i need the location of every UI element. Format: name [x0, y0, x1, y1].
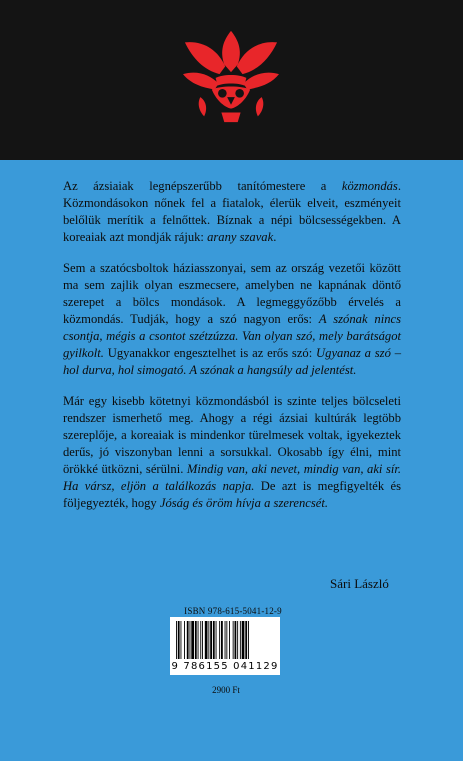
- barcode-bar: [205, 621, 208, 659]
- barcode-bar: [195, 621, 197, 659]
- barcode-bar: [210, 621, 212, 659]
- barcode-bar: [202, 621, 203, 659]
- barcode-bar: [178, 621, 180, 659]
- barcode-bar: [233, 621, 234, 659]
- blurb-text: [63, 178, 401, 526]
- barcode-bar: [181, 621, 182, 659]
- isbn-label: ISBN 978-615-5041-12-9: [184, 606, 282, 616]
- price: 2900 Ft: [212, 685, 240, 695]
- barcode-bar: [176, 621, 177, 659]
- barcode-bar: [248, 621, 249, 659]
- barcode-bar: [208, 621, 209, 659]
- barcode-digits: 9 786155 041129: [171, 661, 279, 672]
- barcode-bar: [225, 621, 226, 659]
- barcode-bar: [187, 621, 189, 659]
- barcode-bar: [240, 621, 241, 659]
- barcode-bar: [221, 621, 223, 659]
- barcode-bar: [245, 621, 247, 659]
- barcode-bar: [235, 621, 237, 659]
- barcode-bar: [237, 621, 238, 659]
- paragraph-1: Az ázsiaiak legnépszerűbb tanítómestere a közmondás. Közmondásokon nőnek fel a fiatalok, élerük elveit, eszményeit belőlük merítik a felnőttek. Bíznak a népi bölcsességekben. A koreaiak azt mondják rájuk: arany szavak.: [63, 179, 401, 244]
- barcode-bar: [226, 621, 227, 659]
- barcode-bar: [190, 621, 191, 659]
- author-name: Sári László: [330, 576, 389, 591]
- lotus-flower-icon: [183, 28, 279, 124]
- barcode-bar: [216, 621, 217, 659]
- paragraph-2: Sem a szatócsboltok háziasszonyai, sem az ország vezetői között ma sem zajlik olyan eszmecsere, amelyben ne kapnának döntő szerepet a bölcs mondások. A legmeggyőzőbb érvelés a közmondás. Tudják, hogy a szó nagyon erős: A szónak nincs csontja, mégis a csontot szétzúzza. Van olyan szó, mely barátságot gyilkolt. Ugyanakkor engesztelhet is az erős szó: Ugyanaz a szó – hol durva, hol simogató. A szónak a hangsúly ad jelentést.: [63, 261, 401, 377]
- barcode-bar: [184, 621, 185, 659]
- barcode-bar: [219, 621, 220, 659]
- barcode-bar: [200, 621, 201, 659]
- barcode-bars: [174, 621, 276, 659]
- barcode-bar: [191, 621, 194, 659]
- top-band: [0, 0, 463, 160]
- barcode: [170, 617, 280, 675]
- barcode-bar: [229, 621, 230, 659]
- barcode-bar: [213, 621, 215, 659]
- barcode-bar: [242, 621, 245, 659]
- paragraph-3: Már egy kisebb kötetnyi közmondásból is szinte teljes bölcseleti rendszer ismerhető meg. Ahogy a régi ázsiai kultúrák legtöbb szereplője, a koreaiak is mindenkor türelmesek voltak, igyekeztek derűs, jó viszonyban lenni a sorsukkal. Okosabb így élni, mint örökké ütközni, sérülni. Mindig van, aki nevet, mindig van, aki sír. Ha vársz, eljön a találkozás napja. De azt is megfigyelték és följegyezték, hogy Jóság és öröm hívja a szerencsét.: [63, 394, 401, 510]
- barcode-bar: [198, 621, 199, 659]
